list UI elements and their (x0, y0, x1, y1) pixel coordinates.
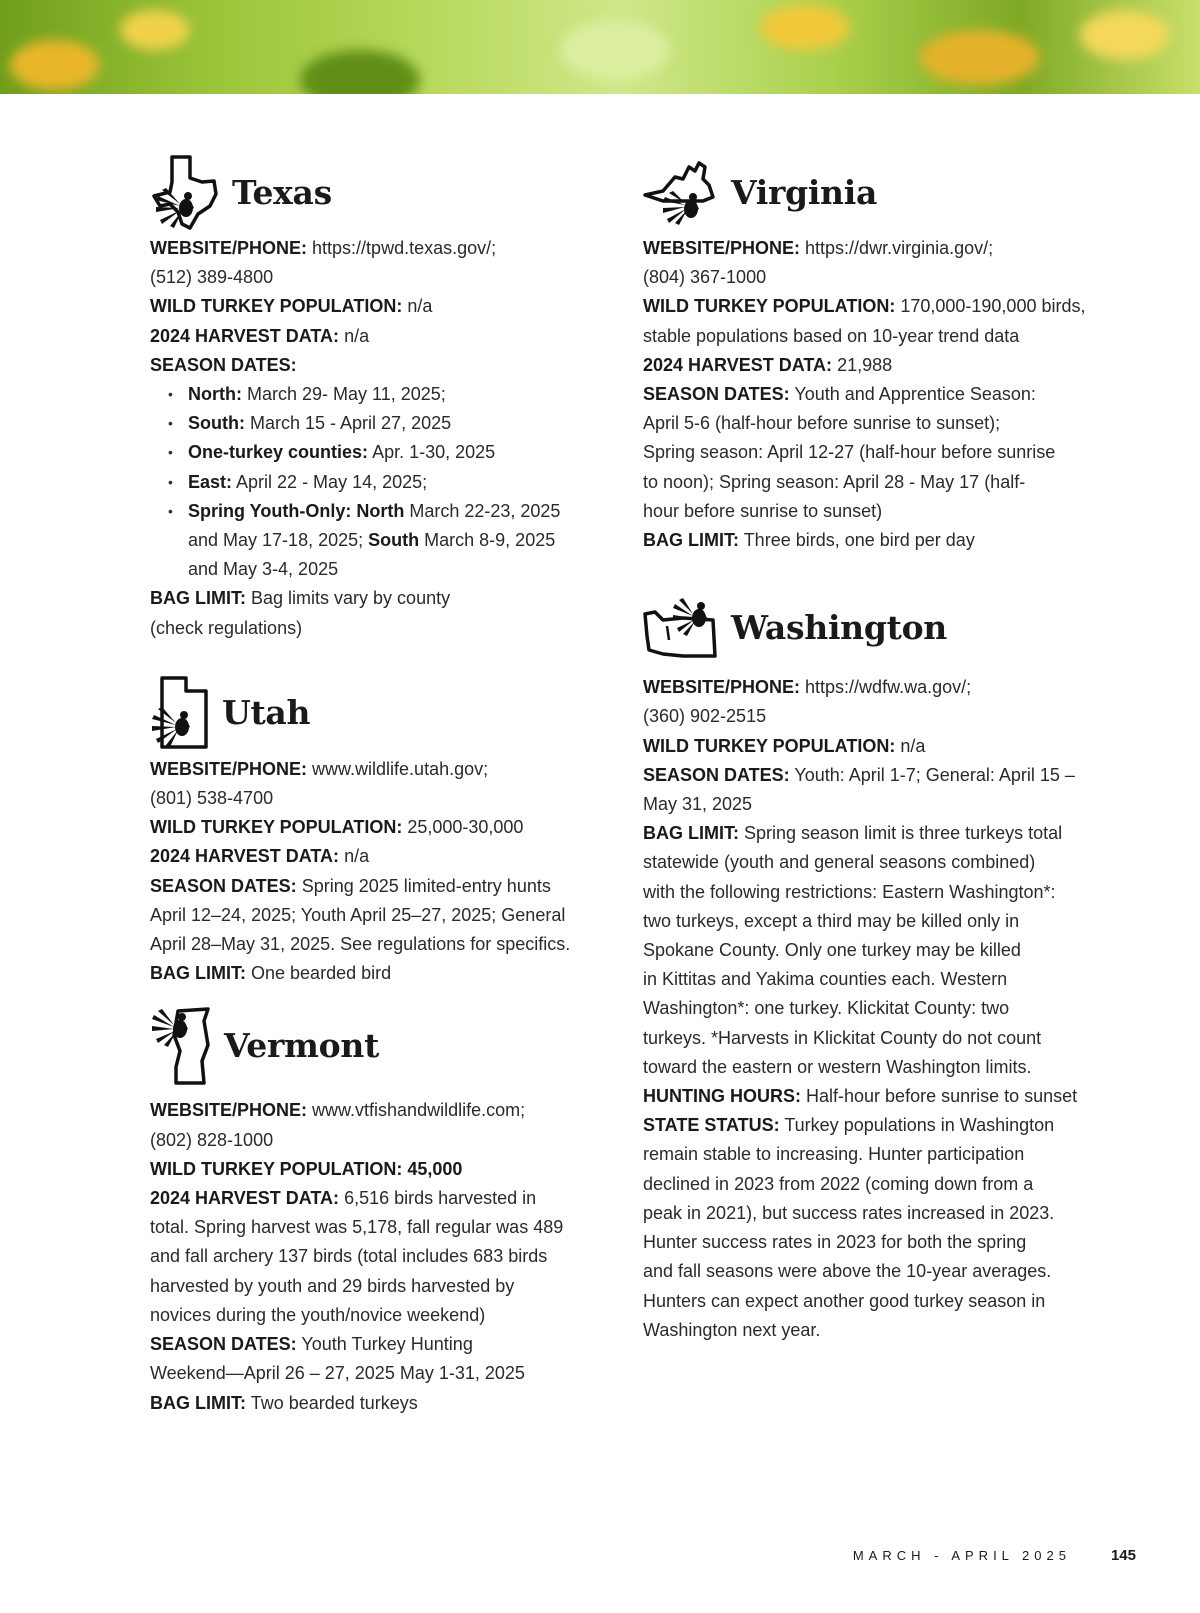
virginia-season-line-3: Spring season: April 12-27 (half-hour before sunrise (643, 442, 1056, 463)
washington-status-line-5: Hunter success rates in 2023 for both the spring (643, 1232, 1027, 1253)
texas-bag-line-2: (check regulations) (150, 617, 303, 638)
list-item (188, 497, 595, 585)
list-item (188, 468, 595, 497)
washington-bag-line-5: Spokane County. Only one turkey may be killed (643, 940, 1021, 961)
value: Spring 2025 limited-entry hunts (301, 875, 551, 896)
list-item (188, 380, 595, 409)
washington-status-line-6: and fall seasons were above the 10-year averages. (643, 1261, 1052, 1282)
washington-status-line-3: declined in 2023 from 2022 (coming down from a (643, 1173, 1034, 1194)
right-column (643, 150, 1088, 1345)
label: WEBSITE/PHONE: (643, 677, 801, 698)
washington-bag-line (643, 819, 1088, 848)
utah-population-line (150, 813, 595, 842)
vermont-season-line (150, 1330, 595, 1359)
virginia-harvest-line (643, 351, 1088, 380)
value: n/a (344, 846, 370, 867)
label: East: (188, 471, 233, 492)
vermont-harvest-line-3: and fall archery 137 birds (total includes 683 birds (150, 1246, 548, 1267)
washington-status-line-2: remain stable to increasing. Hunter participation (643, 1144, 1025, 1165)
label: BAG LIMIT: (150, 588, 246, 609)
texas-title: Texas (232, 172, 332, 212)
label: One-turkey counties: (188, 442, 369, 463)
washington-status-line-7: Hunters can expect another good turkey season in (643, 1290, 1046, 1311)
value: 170,000-190,000 birds, (900, 296, 1086, 317)
virginia-season-line-2: April 5-6 (half-hour before sunrise to sunset); (643, 413, 1001, 434)
washington-bag-line-2: statewide (youth and general seasons combined) (643, 852, 1036, 873)
label: 2024 HARVEST DATA: (643, 354, 833, 375)
label: North: (188, 384, 242, 405)
label: SEASON DATES: (150, 875, 297, 896)
virginia-turkey-icon (643, 157, 719, 227)
texas-turkey-icon (150, 154, 220, 230)
label: 2024 HARVEST DATA: (150, 1188, 340, 1209)
label: WILD TURKEY POPULATION: (150, 817, 403, 838)
washington-header (643, 585, 1088, 669)
utah-section (150, 671, 595, 989)
vermont-section (150, 1000, 595, 1417)
label: South (368, 530, 420, 551)
value: Bag limits vary by county (251, 588, 451, 609)
header-banner-image (0, 0, 1200, 94)
vermont-website[interactable]: www.vtfishandwildlife.com; (312, 1100, 526, 1121)
label: SEASON DATES: (643, 764, 790, 785)
washington-status-line-8: Washington next year. (643, 1319, 821, 1340)
value: Apr. 1-30, 2025 (372, 442, 496, 463)
virginia-season-line-5: hour before sunrise to sunset) (643, 500, 883, 521)
label: WEBSITE/PHONE: (643, 238, 801, 258)
value: One bearded bird (251, 963, 392, 984)
utah-bag-line (150, 959, 595, 988)
texas-population-line (150, 292, 595, 321)
texas-section (150, 150, 595, 643)
washington-section (643, 585, 1088, 1345)
label: WEBSITE/PHONE: (150, 238, 308, 258)
texas-bag-line (150, 584, 595, 613)
texas-season-label: SEASON DATES: (150, 354, 297, 375)
value: Youth: April 1-7; General: April 15 – (794, 764, 1075, 785)
label: WILD TURKEY POPULATION: (643, 296, 896, 317)
texas-website-line (150, 234, 595, 263)
virginia-title: Virginia (731, 172, 878, 212)
label: HUNTING HOURS: (643, 1086, 801, 1107)
virginia-phone: (804) 367-1000 (643, 267, 767, 288)
list-item (188, 409, 595, 438)
label: South: (188, 413, 245, 434)
utah-season-line (150, 872, 595, 901)
label: BAG LIMIT: (643, 530, 739, 551)
washington-website-line (643, 673, 1088, 702)
label: WEBSITE/PHONE: (150, 1100, 308, 1121)
value: 25,000-30,000 (407, 817, 524, 838)
virginia-population-line-2: stable populations based on 10-year trend data (643, 325, 1020, 346)
washington-status-line-4: peak in 2021), but success rates increased in 2023. (643, 1202, 1055, 1223)
utah-season-line-2: April 12–24, 2025; Youth April 25–27, 2025; General (150, 904, 566, 925)
utah-season-line-3: April 28–May 31, 2025. See regulations for specifics. (150, 934, 571, 955)
washington-population-line (643, 732, 1088, 761)
value: and May 17-18, 2025; (188, 530, 364, 551)
value: Turkey populations in Washington (784, 1115, 1055, 1136)
value: Youth Turkey Hunting (301, 1334, 473, 1355)
label: WILD TURKEY POPULATION: (150, 296, 403, 317)
washington-phone: (360) 902-2515 (643, 706, 767, 727)
virginia-season-line-4: to noon); Spring season: April 28 - May 17 (half- (643, 471, 1026, 492)
value: n/a (344, 325, 370, 346)
vermont-harvest-line (150, 1184, 595, 1213)
virginia-website[interactable]: https://dwr.virginia.gov/; (805, 238, 994, 258)
virginia-season-line (643, 380, 1088, 409)
vermont-population-line: WILD TURKEY POPULATION: 45,000 (150, 1158, 463, 1179)
washington-bag-line-3: with the following restrictions: Eastern Washington*: (643, 881, 1056, 902)
texas-season-list (150, 380, 595, 584)
washington-website[interactable]: https://wdfw.wa.gov/; (805, 677, 972, 698)
virginia-bag-line (643, 526, 1088, 555)
texas-header (150, 150, 595, 234)
value: and May 3-4, 2025 (188, 559, 339, 580)
label: STATE STATUS: (643, 1115, 780, 1136)
washington-season-line (643, 761, 1088, 790)
left-column (150, 150, 595, 1418)
label: WEBSITE/PHONE: (150, 758, 308, 779)
washington-bag-line-6: in Kittitas and Yakima counties each. Western (643, 969, 1008, 990)
utah-phone: (801) 538-4700 (150, 788, 274, 809)
label: BAG LIMIT: (643, 823, 739, 844)
washington-bag-line-4: two turkeys, except a third may be killed only in (643, 910, 1020, 931)
page-footer (853, 1547, 1136, 1564)
vermont-turkey-icon (150, 1005, 212, 1085)
value: 6,516 birds harvested in (344, 1188, 537, 1209)
vermont-harvest-line-2: total. Spring harvest was 5,178, fall regular was 489 (150, 1217, 564, 1238)
washington-hours-line (643, 1082, 1088, 1111)
value: April 22 - May 14, 2025; (236, 471, 428, 492)
washington-turkey-icon (643, 592, 719, 662)
label: BAG LIMIT: (150, 1392, 246, 1413)
label: 2024 HARVEST DATA: (150, 325, 340, 346)
utah-turkey-icon (150, 675, 210, 751)
virginia-website-line (643, 234, 1088, 263)
texas-harvest-line (150, 322, 595, 351)
value: n/a (407, 296, 433, 317)
vermont-phone: (802) 828-1000 (150, 1129, 274, 1150)
texas-website[interactable]: https://tpwd.texas.gov/; (312, 238, 497, 258)
washington-bag-line-7: Washington*: one turkey. Klickitat County: two (643, 998, 1010, 1019)
value: Spring season limit is three turkeys total (744, 823, 1063, 844)
washington-title: Washington (731, 607, 947, 647)
vermont-website-line (150, 1096, 595, 1125)
utah-harvest-line (150, 842, 595, 871)
washington-bag-line-8: turkeys. *Harvests in Klickitat County do not count (643, 1027, 1042, 1048)
issue-date: MARCH - APRIL 2025 (852, 1548, 1071, 1563)
page-number: 145 (1110, 1547, 1136, 1564)
virginia-header (643, 150, 1088, 234)
virginia-population-line (643, 292, 1088, 321)
value: Youth and Apprentice Season: (794, 384, 1036, 405)
vermont-harvest-line-4: harvested by youth and 29 birds harvested by (150, 1275, 515, 1296)
vermont-header (150, 1000, 595, 1090)
value: Two bearded turkeys (250, 1392, 418, 1413)
label: Spring Youth-Only: North (188, 500, 405, 521)
value: Three birds, one bird per day (743, 530, 975, 551)
vermont-bag-line (150, 1389, 595, 1418)
washington-season-line-2: May 31, 2025 (643, 794, 753, 815)
utah-website-line (150, 755, 595, 784)
washington-status-line (643, 1111, 1088, 1140)
label: BAG LIMIT: (150, 963, 246, 984)
virginia-section (643, 150, 1088, 555)
vermont-title: Vermont (224, 1025, 380, 1065)
value: March 8-9, 2025 (424, 530, 556, 551)
label: SEASON DATES: (643, 384, 790, 405)
washington-bag-line-9: toward the eastern or western Washington limits. (643, 1056, 1032, 1077)
value: n/a (900, 735, 926, 756)
vermont-season-line-2: Weekend—April 26 – 27, 2025 May 1-31, 2025 (150, 1363, 525, 1384)
utah-header (150, 671, 595, 755)
utah-website[interactable]: www.wildlife.utah.gov; (312, 758, 489, 779)
value: March 29- May 11, 2025; (247, 384, 446, 405)
value: Half-hour before sunrise to sunset (806, 1086, 1078, 1107)
texas-phone: (512) 389-4800 (150, 267, 274, 288)
label: 2024 HARVEST DATA: (150, 846, 340, 867)
utah-title: Utah (222, 693, 311, 733)
list-item (188, 438, 595, 467)
value: March 15 - April 27, 2025 (250, 413, 452, 434)
value: 21,988 (837, 354, 893, 375)
vermont-harvest-line-5: novices during the youth/novice weekend) (150, 1304, 486, 1325)
label: SEASON DATES: (150, 1334, 297, 1355)
value: March 22-23, 2025 (409, 500, 561, 521)
label: WILD TURKEY POPULATION: (643, 735, 896, 756)
